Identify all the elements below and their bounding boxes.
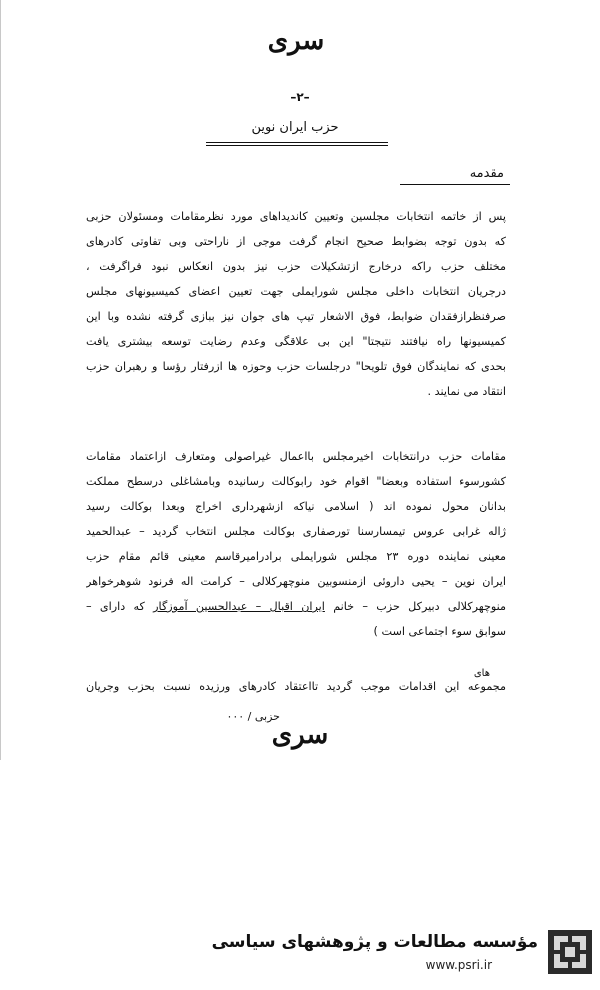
paragraph-line: سوابق سوء اجتماعی است ) xyxy=(373,625,506,638)
paragraph-line: مختلف حزب راکه درخارج ازتشکیلات حزب نیز بدون انعکاس نبود فراگرفت ، xyxy=(86,260,506,273)
interlinear-note: های xyxy=(473,668,490,679)
paragraph-line: ژاله غرابی عروس تیمسارسنا تورصفاری بوکالت مجلس انتخاب گردید – عبدالحمید xyxy=(86,525,506,538)
paragraph-line: کشورسوء استفاده وبعضا" اقوام خود رابوکالت رسانیده وبامشاغلی درسطح مملکت xyxy=(86,475,506,488)
institute-logo-icon xyxy=(548,930,592,974)
classification-mark-top: سری xyxy=(267,26,325,56)
paragraph-line: صرفنظرازفقدان ضوابط، فوق الاشعار تیپ های جوان نیز ببازی گرفته نشده وبا این xyxy=(86,310,506,323)
paragraph-line: انتقاد می نمایند . xyxy=(427,385,506,398)
paragraph-line: پس از خاتمه انتخابات مجلسین وتعیین کاندیداهای مورد نظرمقامات ومسئولان حزبی xyxy=(86,210,506,223)
page-number: –۲– xyxy=(290,90,310,104)
paragraph-line: درجریان انتخابات داخلی مجلس شورایملی جهت تعیین اعضای کمیسیونهای مجلس xyxy=(86,285,506,298)
section-title: مقدمه xyxy=(469,166,504,181)
paragraph-line: که بدون توجه بضوابط صحیح انجام گرفت موجی از ناراحتی وبی تفاوتی کادرهای xyxy=(86,235,506,248)
institute-name: مؤسسه مطالعات و پژوهشهای سیاسی xyxy=(211,932,538,952)
paragraph-line: کمیسیونها راه نیافتند نتیجتا" این بی علاقگی وعدم رضایت توسعه بیشتری یافت xyxy=(86,335,506,348)
paragraph-2 xyxy=(86,444,506,644)
line-tail: که دارای – xyxy=(86,600,145,613)
paragraph-line: مقامات حزب درانتخابات اخیرمجلس بااعمال غیراصولی ومتعارف ازاعتماد مقامات xyxy=(86,450,506,463)
paragraph-1 xyxy=(86,204,506,404)
page-edge-line xyxy=(0,0,1,760)
paragraph-line: بدانان محول نموده اند ( اسلامی نیاکه ازشهرداری اخراج وبعدا بوکالت رسید xyxy=(86,500,506,513)
classification-mark-bottom: سری xyxy=(271,720,329,750)
closing-line: مجموعه این اقدامات موجب گردید تااعتقاد کادرهای ورزیده نسبت بحزب وجریان xyxy=(86,680,506,693)
paragraph-line: معینی نماینده دوره ۲۳ مجلس شورایملی برادرامیرقاسم معینی قائم مقام حزب xyxy=(86,550,506,563)
signoff-text: حزبی / ۰۰۰ xyxy=(226,710,280,723)
footer-watermark xyxy=(0,920,600,980)
institute-url: www.psri.ir xyxy=(425,958,492,972)
underlined-names: ایران اقبال – عبدالحسین آموزگار xyxy=(153,600,325,613)
paragraph-line: بحدی که نمایندگان فوق تلویحا" درجلسات حزب وحوزه ها ازرفتار رؤسا و رهبران حزب xyxy=(86,360,506,373)
section-underline xyxy=(400,184,510,185)
paragraph-line: ایران نوین – یحیی داروئی ازمنسوبین منوچهرکلالی – کرامت اله فرنود شوهرخواهر xyxy=(86,575,506,588)
document-heading: حزب ایران نوین xyxy=(251,120,339,135)
paragraph-line-underlined xyxy=(86,594,506,619)
line-plain: منوچهرکلالی دبیرکل حزب – خانم xyxy=(324,600,506,613)
heading-underline xyxy=(206,142,388,146)
